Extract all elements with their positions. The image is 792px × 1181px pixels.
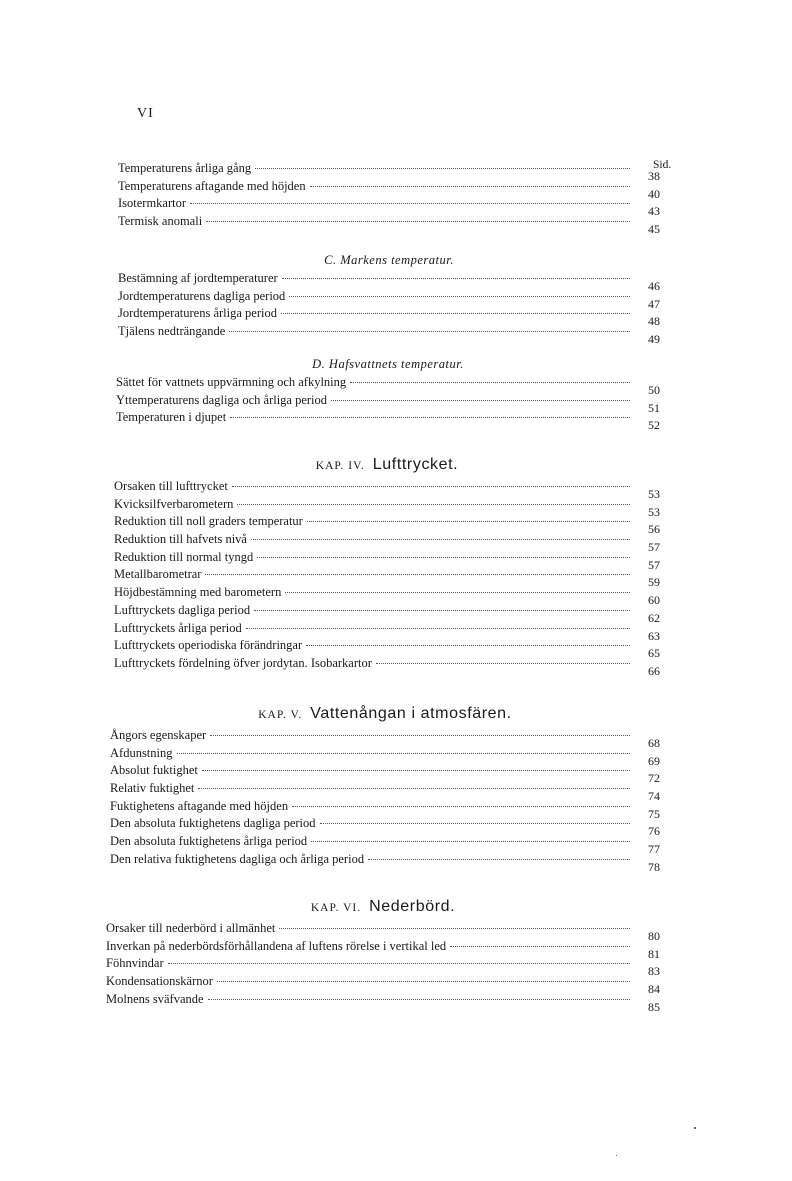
toc-entry[interactable] — [106, 955, 660, 979]
toc-section-c — [118, 250, 660, 347]
toc-entry[interactable] — [118, 213, 660, 237]
leader-dots — [230, 417, 630, 418]
toc-entry-title: Kondensationskärnor — [106, 974, 213, 989]
toc-section-intro — [118, 160, 660, 237]
leader-dots — [217, 981, 630, 982]
toc-entry-title: Termisk anomali — [118, 214, 203, 229]
toc-entry[interactable] — [114, 549, 660, 572]
toc-entry-title: Isotermkartor — [118, 196, 187, 211]
toc-chapter-4 — [114, 452, 660, 678]
toc-entry[interactable] — [106, 973, 660, 997]
toc-entry-title: Molnens sväfvande — [106, 991, 204, 1006]
leader-dots — [251, 539, 630, 540]
toc-entry-page: 84 — [648, 982, 660, 997]
toc-entry-title: Den relativa fuktighetens dagliga och årliga period — [110, 851, 365, 866]
toc-entry-title: Relativ fuktighet — [110, 781, 195, 796]
toc-entry-page: 53 — [648, 487, 660, 501]
toc-entry[interactable] — [110, 762, 660, 786]
toc-entry-page: 59 — [648, 575, 660, 590]
chapter-number: KAP. VI. — [310, 902, 362, 914]
chapter-title: Lufttrycket. — [372, 456, 459, 473]
toc-entry[interactable] — [118, 160, 660, 183]
toc-entry[interactable] — [106, 991, 660, 1014]
toc-entry[interactable] — [114, 496, 660, 519]
toc-entry-page: 65 — [648, 646, 660, 661]
toc-entry-page: 52 — [648, 418, 660, 433]
toc-entry[interactable] — [116, 374, 660, 397]
leader-dots — [289, 296, 630, 297]
toc-entry-title: Fuktighetens aftagande med höjden — [110, 798, 289, 813]
toc-entry[interactable] — [114, 584, 660, 608]
toc-entry-page: 57 — [648, 540, 660, 555]
toc-entry-title: Lufttryckets dagliga period — [114, 602, 251, 617]
toc-entry-page: 50 — [648, 383, 660, 397]
leader-dots — [232, 486, 630, 487]
toc-entry-page: 60 — [648, 593, 660, 608]
leader-dots — [206, 221, 630, 222]
toc-entry-page: 38 — [648, 169, 660, 183]
chapter-title: Vattenångan i atmosfären. — [310, 705, 512, 722]
leader-dots — [450, 946, 630, 947]
toc-entry[interactable] — [114, 513, 660, 537]
toc-entry-title: Höjdbestämning med barometern — [114, 585, 282, 600]
leader-dots — [198, 788, 630, 789]
toc-entry-page: 51 — [648, 400, 660, 415]
toc-entry-page: 76 — [648, 824, 660, 839]
leader-dots — [350, 382, 630, 383]
chapter-number: KAP. V. — [258, 709, 303, 721]
paper-speck — [694, 1127, 696, 1129]
toc-entry[interactable] — [110, 815, 660, 839]
paper-speck — [616, 1155, 617, 1156]
toc-entry-page: 75 — [648, 806, 660, 821]
toc-chapter-5 — [110, 701, 660, 874]
leader-dots — [257, 557, 630, 558]
toc-entry-page: 40 — [648, 186, 660, 201]
toc-entry[interactable] — [118, 178, 660, 201]
toc-entry[interactable] — [114, 602, 660, 625]
toc-entry-title: Jordtemperaturens dagliga period — [118, 288, 286, 303]
leader-dots — [310, 186, 630, 187]
leader-dots — [306, 645, 630, 646]
leader-dots — [292, 806, 630, 807]
toc-entry[interactable] — [118, 270, 660, 293]
toc-entry-page: 53 — [648, 504, 660, 519]
toc-entry[interactable] — [110, 798, 660, 821]
leader-dots — [376, 663, 630, 664]
toc-entry[interactable] — [114, 655, 660, 678]
toc-entry-title: Orsaker till nederbörd i allmänhet — [106, 921, 276, 935]
toc-entry[interactable] — [106, 938, 660, 961]
leader-dots — [177, 753, 631, 754]
toc-entry-page: 77 — [648, 842, 660, 857]
toc-entry-page: 68 — [648, 736, 660, 750]
toc-entry-title: Temperaturen i djupet — [116, 410, 227, 425]
toc-entry-page: 43 — [648, 204, 660, 219]
toc-entry-title: Lufttryckets fördelning öfver jordytan. Isobarkartor — [114, 655, 372, 670]
leader-dots — [320, 823, 631, 824]
leader-dots — [281, 313, 630, 314]
toc-entry[interactable] — [110, 780, 660, 804]
toc-entry-title: Metallbarometrar — [114, 567, 202, 582]
leader-dots — [255, 168, 630, 169]
toc-entry-title: Bestämning af jordtemperaturer — [118, 271, 278, 285]
toc-entry[interactable] — [110, 833, 660, 857]
leader-dots — [307, 521, 630, 522]
toc-entry-page: 78 — [648, 859, 660, 874]
toc-entry-title: Temperaturens årliga gång — [118, 161, 252, 175]
toc-entry[interactable] — [114, 637, 660, 661]
leader-dots — [331, 400, 630, 401]
toc-entry-page: 57 — [648, 557, 660, 572]
toc-entry-page: 63 — [648, 628, 660, 643]
toc-entry-title: Orsaken till lufttrycket — [114, 479, 228, 493]
toc-entry-page: 69 — [648, 753, 660, 768]
toc-chapter-6 — [106, 894, 660, 1014]
toc-entry[interactable] — [106, 920, 660, 943]
leader-dots — [237, 504, 630, 505]
toc-entry[interactable] — [116, 409, 660, 433]
toc-entry-title: Lufttryckets operiodiska förändringar — [114, 638, 303, 653]
toc-entry-title: Yttemperaturens dagliga och årliga period — [116, 392, 328, 407]
toc-entry-page: 74 — [648, 789, 660, 804]
toc-entry-page: 48 — [648, 314, 660, 329]
chapter-number: KAP. IV. — [315, 460, 365, 472]
leader-dots — [168, 963, 630, 964]
toc-entry-title: Reduktion till normal tyngd — [114, 549, 254, 564]
chapter-heading — [114, 452, 660, 478]
toc-entry-page: 47 — [648, 296, 660, 311]
toc-entry-page: 49 — [648, 332, 660, 347]
toc-entry-title: Sättet för vattnets uppvärmning och afkylning — [116, 375, 347, 389]
toc-entry[interactable] — [118, 323, 660, 347]
toc-entry-page: 85 — [648, 999, 660, 1014]
toc-entry-title: Inverkan på nederbördsförhållandena af luftens rörelse i vertikal led — [106, 938, 447, 953]
sid-column-label: Sid. — [653, 159, 672, 171]
toc-entry[interactable] — [114, 620, 660, 643]
leader-dots — [190, 203, 630, 204]
leader-dots — [205, 574, 630, 575]
leader-dots — [285, 592, 630, 593]
leader-dots — [229, 331, 630, 332]
toc-entry-title: Den absoluta fuktighetens dagliga period — [110, 816, 316, 831]
page-number: VI — [137, 106, 154, 121]
toc-entry-title: Föhnvindar — [106, 956, 164, 971]
toc-entry-title: Lufttryckets årliga period — [114, 620, 242, 635]
toc-entry-page: 46 — [648, 279, 660, 293]
leader-dots — [368, 859, 630, 860]
leader-dots — [210, 735, 630, 736]
leader-dots — [202, 770, 630, 771]
toc-entry[interactable] — [118, 305, 660, 329]
toc-entry[interactable] — [114, 478, 660, 501]
toc-entry-page: 72 — [648, 771, 660, 786]
leader-dots — [208, 999, 630, 1000]
toc-entry[interactable] — [110, 745, 660, 768]
toc-entry-page: 66 — [648, 663, 660, 678]
toc-entry-page: 83 — [648, 964, 660, 979]
toc-entry[interactable] — [118, 195, 660, 219]
toc-entry[interactable] — [114, 566, 660, 590]
toc-entry-title: Den absoluta fuktighetens årliga period — [110, 834, 308, 849]
toc-entry-title: Temperaturens aftagande med höjden — [118, 178, 306, 193]
toc-entry-title: Jordtemperaturens årliga period — [118, 306, 277, 321]
toc-entry[interactable] — [114, 531, 660, 555]
toc-entry[interactable] — [118, 288, 660, 311]
chapter-title: Nederbörd. — [369, 898, 456, 915]
toc-entry-title: Kvicksilfverbarometern — [114, 496, 234, 511]
chapter-heading — [106, 894, 660, 920]
toc-entry-title: Tjälens nedträngande — [118, 324, 226, 339]
section-heading: D. Hafsvattnets temperatur. — [312, 357, 464, 371]
toc-entry-page: 81 — [648, 946, 660, 961]
leader-dots — [282, 278, 630, 279]
toc-entry-page: 45 — [648, 222, 660, 237]
toc-section-d — [116, 354, 660, 433]
leader-dots — [246, 628, 630, 629]
toc-entry-title: Absolut fuktighet — [110, 763, 198, 778]
leader-dots — [279, 928, 630, 929]
toc-entry-title: Reduktion till noll graders temperatur — [114, 514, 303, 529]
toc-entry-page: 80 — [648, 929, 660, 943]
toc-entry-title: Ångors egenskaper — [110, 728, 207, 742]
toc-entry[interactable] — [110, 851, 660, 874]
toc-entry[interactable] — [110, 727, 660, 750]
toc-entry-title: Reduktion till hafvets nivå — [114, 532, 247, 547]
toc-entry-page: 56 — [648, 522, 660, 537]
leader-dots — [311, 841, 630, 842]
leader-dots — [254, 610, 630, 611]
section-heading: C. Markens temperatur. — [324, 253, 454, 267]
chapter-heading — [110, 701, 660, 727]
toc-entry-title: Afdunstning — [110, 745, 173, 760]
toc-entry-page: 62 — [648, 610, 660, 625]
toc-entry[interactable] — [116, 392, 660, 415]
